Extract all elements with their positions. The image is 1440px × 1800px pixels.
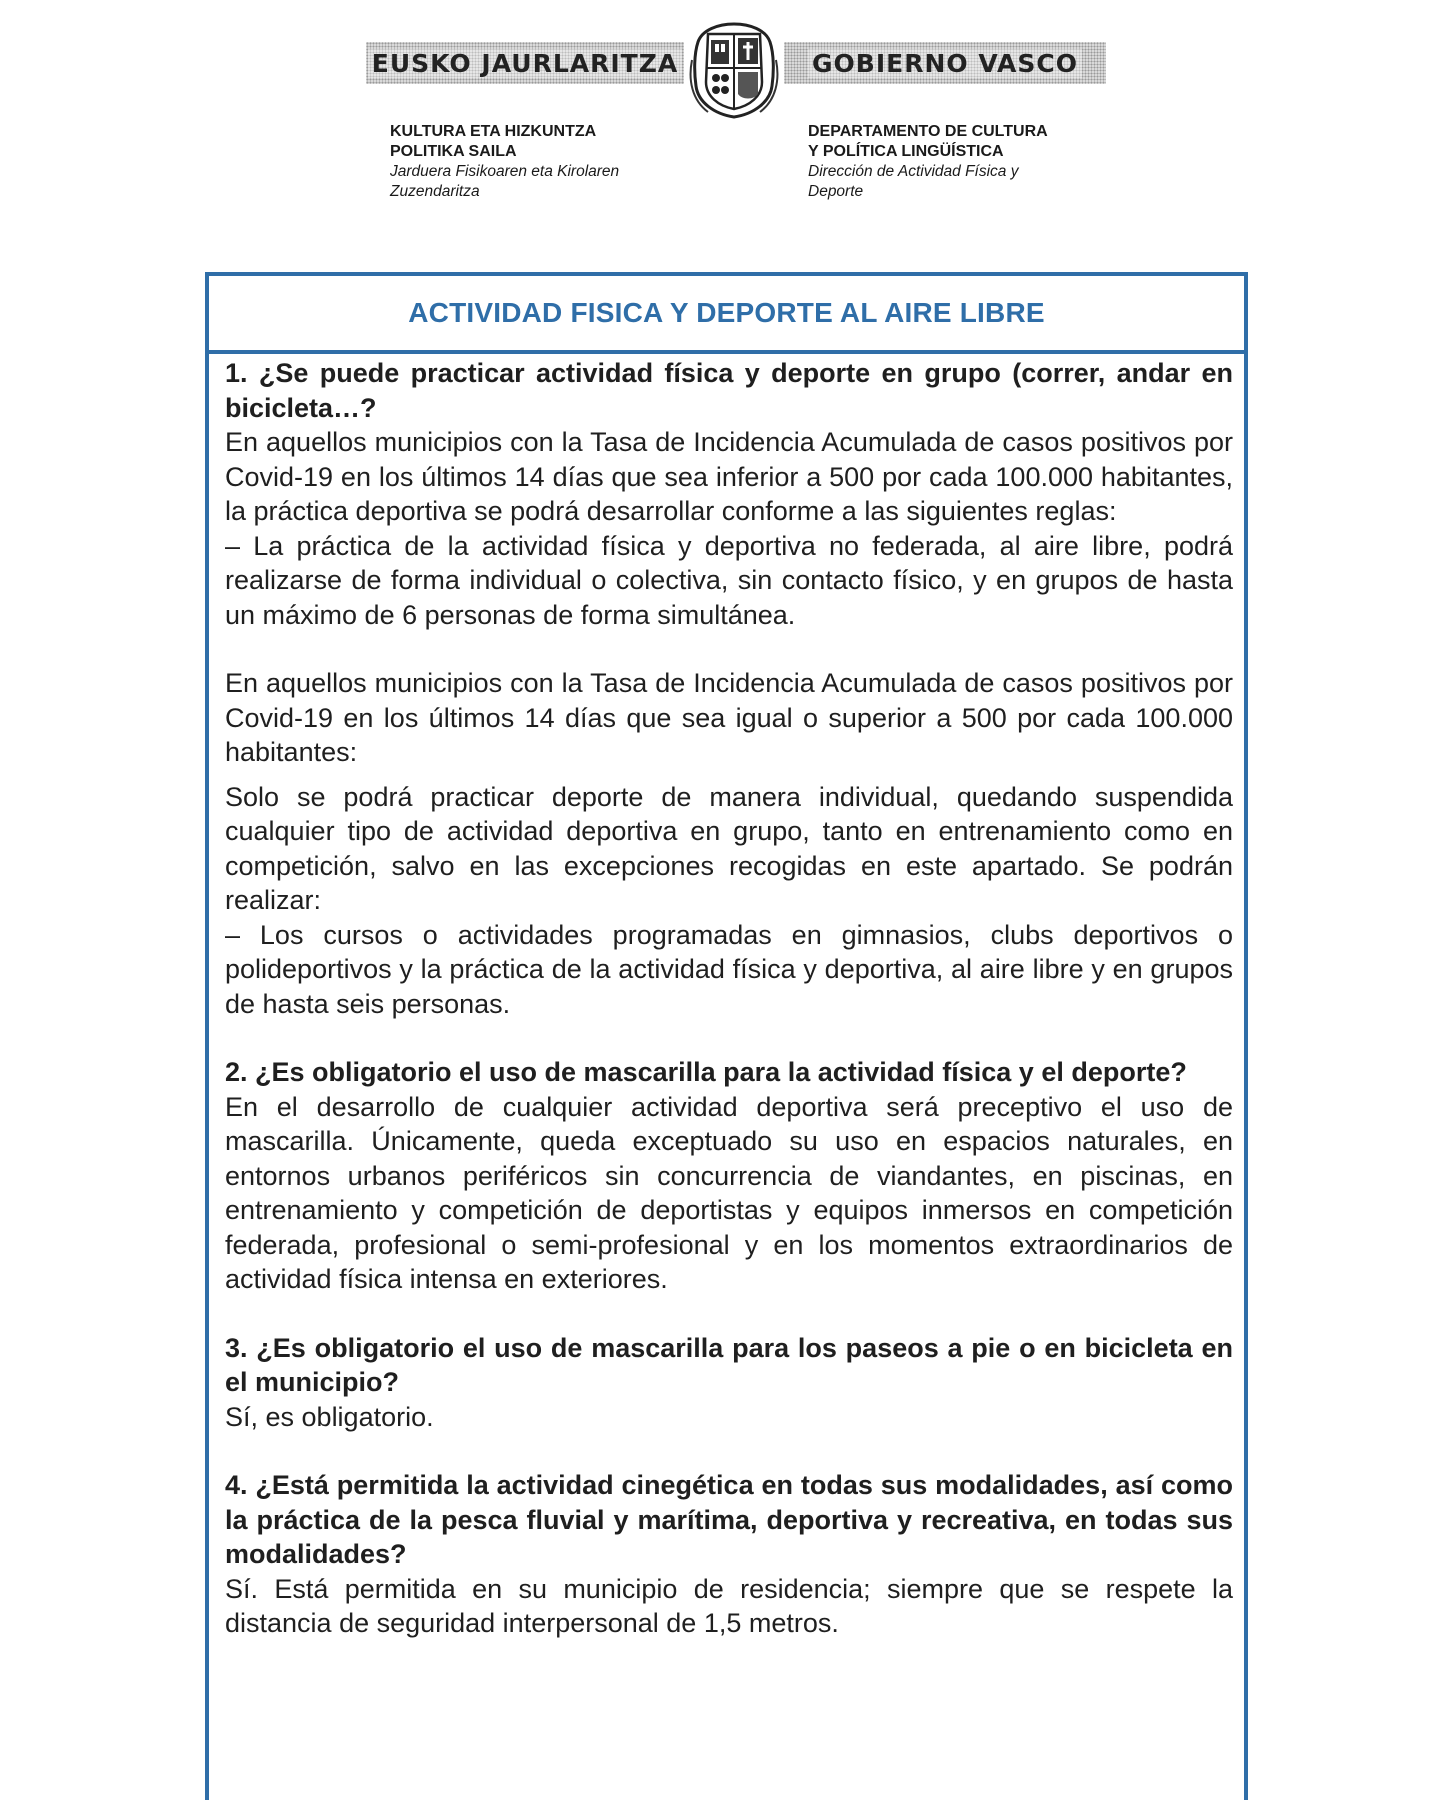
dept-basque-line2: POLITIKA SAILA	[390, 143, 517, 160]
answer-2-paragraph-1: En el desarrollo de cualquier actividad deportiva será preceptivo el uso de mascarilla. Únicamente, queda exceptuado su uso en espacios naturales, en entornos urbanos periféricos sin concurrencia de viandantes, en piscinas, en entrenamiento y competición de deportistas y equipos inmersos en competición federada, profesional o semi-profesional y en los momentos extraordinarios de actividad física intensa en exteriores.	[225, 1091, 1233, 1294]
faq-content	[225, 356, 1233, 1641]
letterhead	[366, 20, 1106, 120]
dept-basque-line1: KULTURA ETA HIZKUNTZA	[390, 123, 597, 140]
title-box	[209, 276, 1244, 354]
question-4: 4. ¿Está permitida la actividad cinegética en todas sus modalidades, así como la práctica de la pesca fluvial y marítima, deportiva y recreativa, en todas sus modalidades?	[225, 1470, 1233, 1569]
department-basque	[390, 122, 680, 202]
answer-1-paragraph-1: En aquellos municipios con la Tasa de Incidencia Acumulada de casos positivos por Covid-19 en los últimos 14 días que sea inferior a 500 por cada 100.000 habitantes, la práctica deportiva se podrá desarrollar conforme a las siguientes reglas:	[225, 427, 1233, 526]
content-frame	[205, 272, 1248, 1800]
brand-band-spanish	[784, 42, 1106, 84]
question-1: 1. ¿Se puede practicar actividad física y deporte en grupo (correr, andar en bicicleta…?	[225, 358, 1233, 423]
dept-basque-sub2: Zuzendaritza	[390, 183, 480, 200]
dept-basque-sub1: Jarduera Fisikoaren eta Kirolaren	[390, 163, 620, 180]
dept-spanish-sub1: Dirección de Actividad Física y	[808, 163, 1019, 180]
answer-1-paragraph-5: – Los cursos o actividades programadas en gimnasios, clubs deportivos o polideportivos y la práctica de la actividad física y deportiva, al aire libre y en grupos de hasta seis personas.	[225, 919, 1233, 1019]
question-3: 3. ¿Es obligatorio el uso de mascarilla para los paseos a pie o en bicicleta en el municipio?	[225, 1332, 1233, 1397]
answer-3-paragraph-1: Sí, es obligatorio.	[225, 1401, 434, 1432]
document-title: ACTIVIDAD FISICA Y DEPORTE AL AIRE LIBRE	[408, 297, 1045, 328]
answer-4-paragraph-1: Sí. Está permitida en su municipio de residencia; siempre que se respete la distancia de seguridad interpersonal de 1,5 metros.	[225, 1573, 1233, 1638]
brand-basque: EUSKO JAURLARITZA	[368, 49, 682, 78]
department-spanish	[808, 122, 1108, 202]
dept-spanish-line1: DEPARTAMENTO DE CULTURA	[808, 123, 1048, 140]
coat-of-arms-logo	[688, 20, 780, 120]
answer-1-paragraph-4: Solo se podrá practicar deporte de manera individual, quedando suspendida cualquier tipo de actividad deportiva en grupo, tanto en entrenamiento como en competición, salvo en las excepciones recogidas en este apartado. Se podrán realizar:	[225, 781, 1233, 915]
dept-spanish-sub2: Deporte	[808, 183, 864, 200]
brand-band-basque	[366, 42, 684, 84]
brand-spanish: GOBIERNO VASCO	[808, 49, 1082, 78]
answer-1-paragraph-3: En aquellos municipios con la Tasa de Incidencia Acumulada de casos positivos por Covid-19 en los últimos 14 días que sea igual o superior a 500 por cada 100.000 habitantes:	[225, 668, 1233, 767]
dept-spanish-line2: Y POLÍTICA LINGÜÍSTICA	[808, 143, 1004, 160]
question-2: 2. ¿Es obligatorio el uso de mascarilla para la actividad física y el deporte?	[225, 1057, 1187, 1087]
answer-1-paragraph-2: – La práctica de la actividad física y deportiva no federada, al aire libre, podrá realizarse de forma individual o colectiva, sin contacto físico, y en grupos de hasta un máximo de 6 personas de forma simultánea.	[225, 530, 1233, 630]
